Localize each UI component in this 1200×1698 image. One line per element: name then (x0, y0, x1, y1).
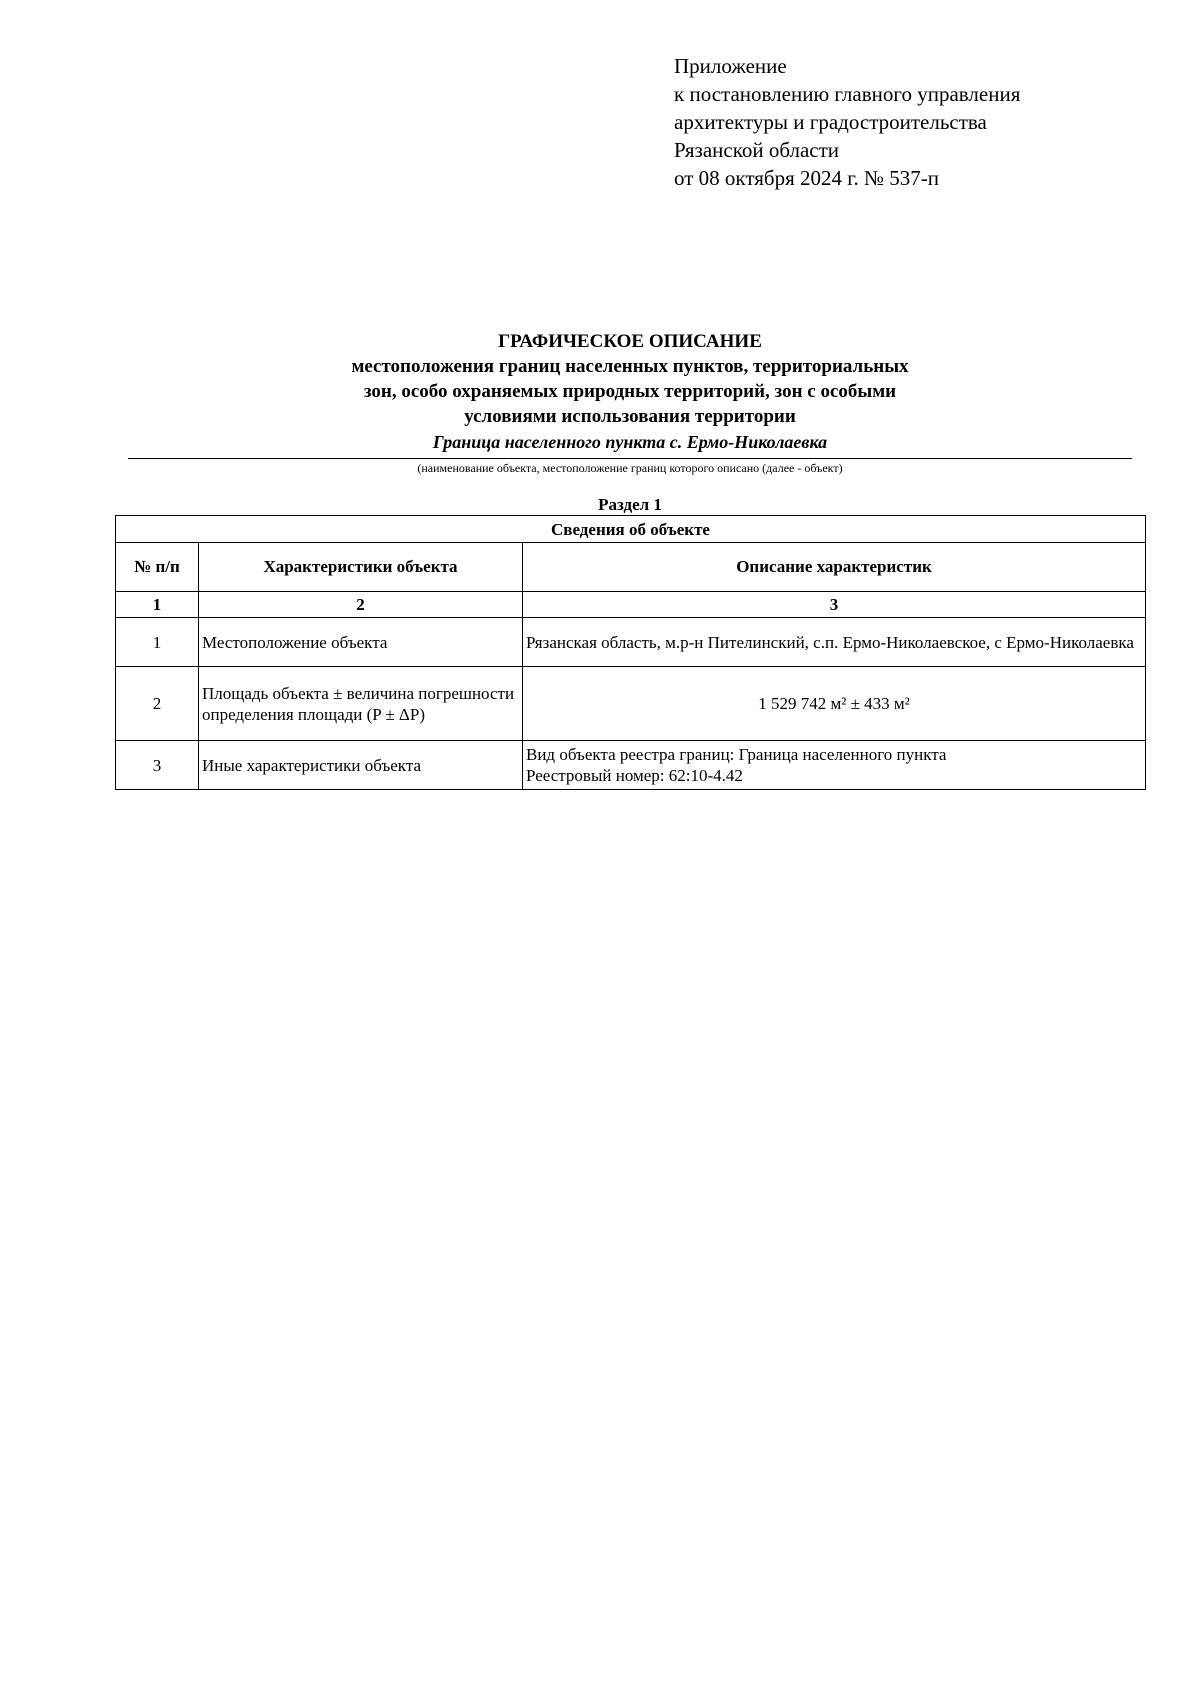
document-subtitle-line: зон, особо охраняемых природных территорий, зон с особыми (363, 381, 897, 402)
appendix-header (674, 52, 1020, 192)
document-subtitle-line: местоположения границ населенных пунктов, территориальных (351, 356, 909, 377)
column-index: 1 (116, 592, 199, 618)
row-description-line: Вид объекта реестра границ: Граница населенного пункта (526, 745, 947, 764)
appendix-line: Приложение (674, 54, 787, 78)
header-characteristics: Характеристики объекта (199, 543, 523, 592)
header-num: № п/п (116, 543, 199, 592)
row-description (523, 741, 1146, 790)
row-number: 2 (116, 667, 199, 741)
row-description-line: Реестровый номер: 62:10-4.42 (526, 766, 743, 785)
document-title: ГРАФИЧЕСКОЕ ОПИСАНИЕ (498, 331, 762, 352)
table-row (116, 618, 1146, 667)
object-name-caption: (наименование объекта, местоположение границ которого описано (далее - объект) (417, 461, 843, 475)
object-info-table (115, 515, 1146, 790)
object-name: Граница населенного пункта с. Ермо-Николаевка (432, 432, 828, 452)
section-title: Раздел 1 (598, 495, 662, 514)
appendix-line: архитектуры и градостроительства (674, 110, 987, 134)
row-description: 1 529 742 м² ± 433 м² (523, 667, 1146, 741)
table-row (116, 667, 1146, 741)
object-name-underline (128, 458, 1132, 459)
row-description: Рязанская область, м.р-н Пителинский, с.п. Ермо-Николаевское, с Ермо-Николаевка (523, 618, 1146, 667)
row-characteristic: Местоположение объекта (199, 618, 523, 667)
table-row (116, 741, 1146, 790)
column-index: 2 (199, 592, 523, 618)
appendix-line: Рязанской области (674, 138, 840, 162)
table-caption: Сведения об объекте (116, 516, 1146, 543)
row-characteristic: Иные характеристики объекта (199, 741, 523, 790)
column-index: 3 (523, 592, 1146, 618)
header-description: Описание характеристик (523, 543, 1146, 592)
row-number: 1 (116, 618, 199, 667)
appendix-line: к постановлению главного управления (674, 82, 1021, 106)
appendix-line: от 08 октября 2024 г. № 537-п (674, 166, 939, 190)
row-number: 3 (116, 741, 199, 790)
row-characteristic: Площадь объекта ± величина погрешности определения площади (P ± ΔP) (199, 667, 523, 741)
document-subtitle-line: условиями использования территории (464, 406, 796, 427)
